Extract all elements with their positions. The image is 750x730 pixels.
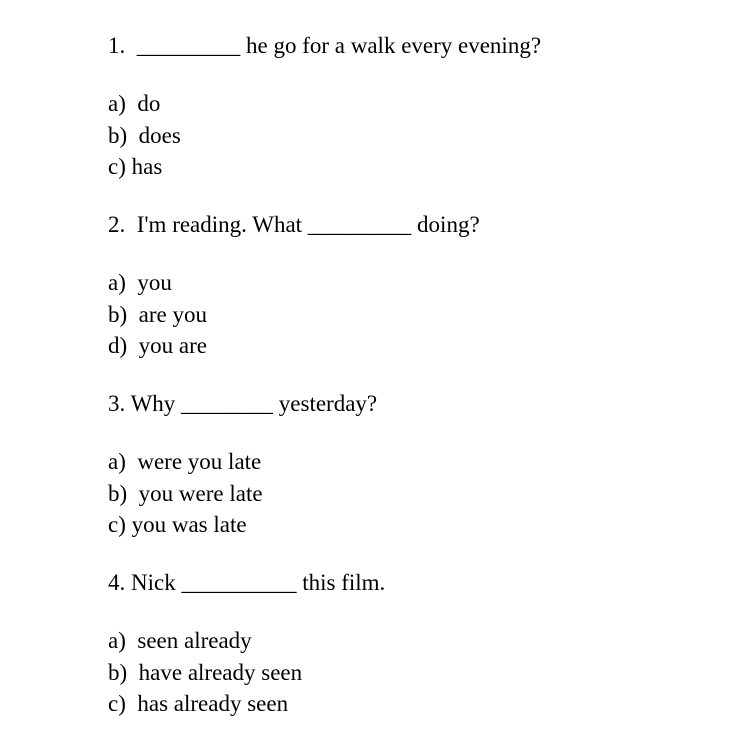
question-text: 3. Why ________ yesterday? <box>108 391 378 416</box>
option-c: c) has <box>108 154 163 179</box>
option-b: b) are you <box>108 302 207 327</box>
option-c: c) has already seen <box>108 691 289 716</box>
option-b: b) does <box>108 123 181 148</box>
question-text: 2. I'm reading. What _________ doing? <box>108 212 480 237</box>
option-b: b) you were late <box>108 481 263 506</box>
option-a: a) were you late <box>108 449 262 474</box>
question-text: 1. _________ he go for a walk every evening? <box>108 33 542 58</box>
option-a: a) do <box>108 91 161 116</box>
option-a: a) you <box>108 270 172 295</box>
option-a: a) seen already <box>108 628 252 653</box>
question-text: 4. Nick __________ this film. <box>108 570 386 595</box>
option-d: d) you are <box>108 333 207 358</box>
option-b: b) have already seen <box>108 660 303 685</box>
option-c: c) you was late <box>108 512 247 537</box>
